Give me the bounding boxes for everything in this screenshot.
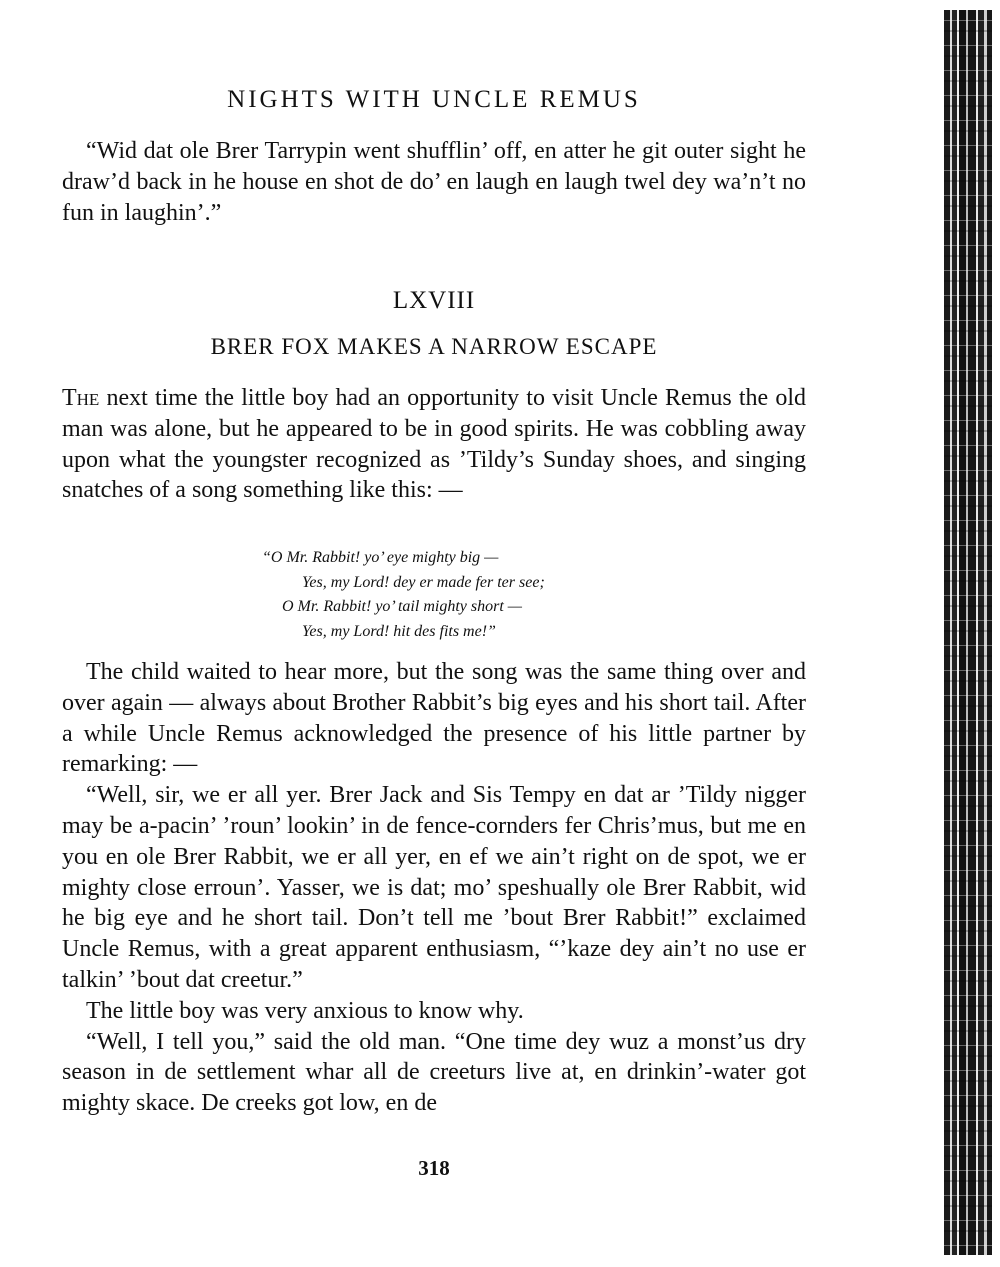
paragraph: “Well, sir, we er all yer. Brer Jack and Sis Tempy en dat ar ’Tildy nigger may be a-pacin’ ’roun’ lookin’ in de fence-cornders fer Chris’mus, but me en you en ole Brer Rabbit, we er all yer, en ef we ain’t right on de spot, we er mighty close erroun’. Yasser, we is dat; mo’ speshually ole Brer Rabbit, wid he big eye and he short tail. Don’t tell me ’bout Brer Rabbit!” exclaimed Uncle Remus, with a great apparent enthusiasm, “’kaze dey ain’t no use er talkin’ ’bout dat creetur.” bbox=[62, 782, 806, 993]
continued-paragraph bbox=[62, 136, 806, 228]
chapter-number: LXVIII bbox=[392, 287, 476, 314]
running-head: NIGHTS WITH UNCLE REMUS bbox=[227, 86, 641, 113]
paragraph: The little boy was very anxious to know why. bbox=[86, 997, 524, 1024]
book-spine-texture bbox=[944, 10, 992, 1255]
song-verse bbox=[262, 546, 682, 644]
verse-line: Yes, my Lord! dey er made fer ter see; bbox=[302, 573, 545, 591]
intro-text: next time the little boy had an opportunity to visit Uncle Remus the old man was alone, but he appeared to be in good spirits. He was cobbling away upon what the youngster recognized as ’Tildy’s Sunday shoes, and singing snatches of a song something like this: — bbox=[62, 385, 806, 504]
verse-line: Yes, my Lord! hit des fits me!” bbox=[302, 622, 496, 640]
verse-line: “O Mr. Rabbit! yo’ eye mighty big — bbox=[262, 549, 499, 566]
paragraph bbox=[62, 383, 806, 506]
verse-line: O Mr. Rabbit! yo’ tail mighty short — bbox=[282, 598, 522, 615]
page-number: 318 bbox=[418, 1156, 450, 1180]
paragraph: “Wid dat ole Brer Tarrypin went shufflin’ off, en atter he git outer sight he draw’d back in he house en shot de do’ en laugh en laugh twel dey wa’n’t no fun in laughin’.” bbox=[62, 138, 806, 226]
paragraph: “Well, I tell you,” said the old man. “One time dey wuz a monst’us dry season in de settlement whar all de creeturs live at, en drinkin’-water got mighty skace. De creeks got low, en de bbox=[62, 1028, 806, 1117]
lead-word: The bbox=[62, 385, 100, 411]
paragraph: The child waited to hear more, but the song was the same thing over and over again — always about Brother Rabbit’s big eyes and his short tail. After a while Uncle Remus acknowledged the presence of his little partner by remarking: — bbox=[62, 659, 806, 778]
intro-paragraph bbox=[62, 383, 806, 506]
chapter-title: BRER FOX MAKES A NARROW ESCAPE bbox=[210, 334, 658, 359]
body-text bbox=[62, 657, 806, 1119]
